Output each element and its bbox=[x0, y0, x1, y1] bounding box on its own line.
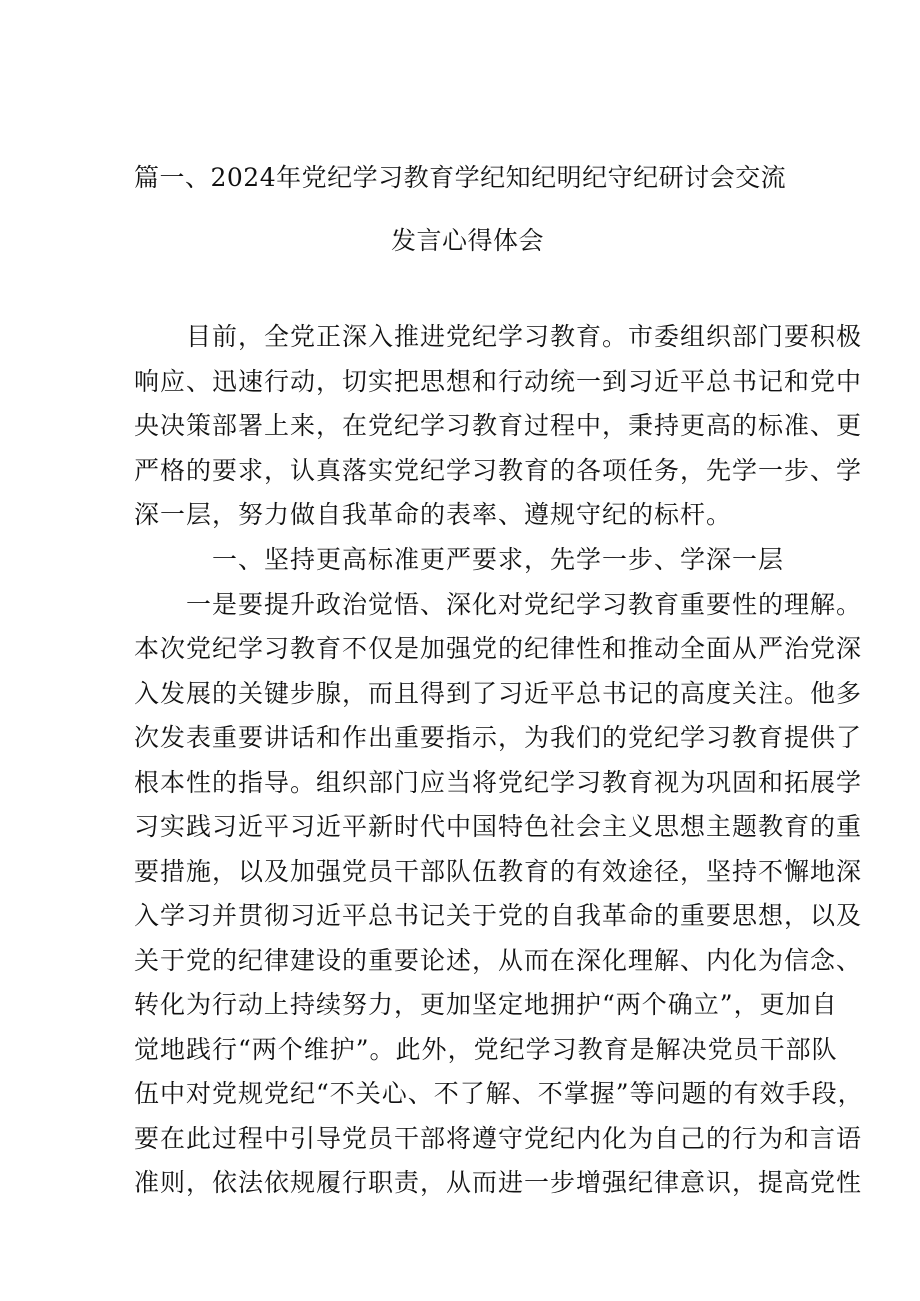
body-line: 关于党的纪律建设的重要论述，从而在深化理解、内化为信念、 bbox=[134, 946, 863, 975]
body-line: 准则，依法依规履行职责，从而进一步增强纪律意识，提高党性 bbox=[134, 1168, 863, 1197]
body-line: 转化为行动上持续努力，更加坚定地拥护“两个确立”，更加自 bbox=[134, 990, 838, 1019]
body-line: 本次党纪学习教育不仅是加强党的纪律性和推动全面从严治党深 bbox=[134, 634, 863, 663]
body-line: 入发展的关键步腺，而且得到了习近平总书记的高度关注。他多 bbox=[134, 679, 863, 708]
body-line: 要措施，以及加强党员干部队伍教育的有效途径，坚持不懈地深 bbox=[134, 857, 863, 886]
body-line: 习实践习近平习近平新时代中国特色社会主义思想主题教育的重 bbox=[134, 812, 863, 841]
body-line: 入学习并贯彻习近平总书记关于党的自我革命的重要思想，以及 bbox=[134, 901, 863, 930]
body-line: 央决策部署上来，在党纪学习教育过程中，秉持更高的标准、更 bbox=[134, 411, 863, 440]
section-heading: 一、坚持更高标准更严要求，先学一步、学深一层 bbox=[134, 545, 785, 574]
body-line: 伍中对党规党纪“不关心、不了解、不掌握”等问题的有效手段， bbox=[134, 1079, 864, 1108]
body-line: 次发表重要讲话和作出重要指示，为我们的党纪学习教育提供了 bbox=[134, 723, 863, 752]
body-line: 要在此过程中引导党员干部将遵守党纪内化为自己的行为和言语 bbox=[134, 1124, 863, 1153]
body-line: 深一层，努力做自我革命的表率、遵规守纪的标杆。 bbox=[134, 500, 733, 529]
body-line: 目前，全党正深入推进党纪学习教育。市委组织部门要积极 bbox=[134, 322, 863, 351]
body-line: 严格的要求，认真落实党纪学习教育的各项任务，先学一步、学 bbox=[134, 456, 863, 485]
body-line: 根本性的指导。组织部门应当将党纪学习教育视为巩固和拓展学 bbox=[134, 768, 863, 797]
body-line: 觉地践行“两个维护”。此外，党纪学习教育是解决党员干部队 bbox=[134, 1035, 838, 1064]
document-title-line-2: 发言心得体会 bbox=[391, 226, 545, 255]
document-title-line-1: 篇一、2024年党纪学习教育学纪知纪明纪守纪研讨会交流 bbox=[134, 163, 787, 192]
body-line: 响应、迅速行动，切实把思想和行动统一到习近平总书记和党中 bbox=[134, 367, 863, 396]
body-line: 一是要提升政治觉悟、深化对党纪学习教育重要性的理解。 bbox=[134, 590, 863, 619]
